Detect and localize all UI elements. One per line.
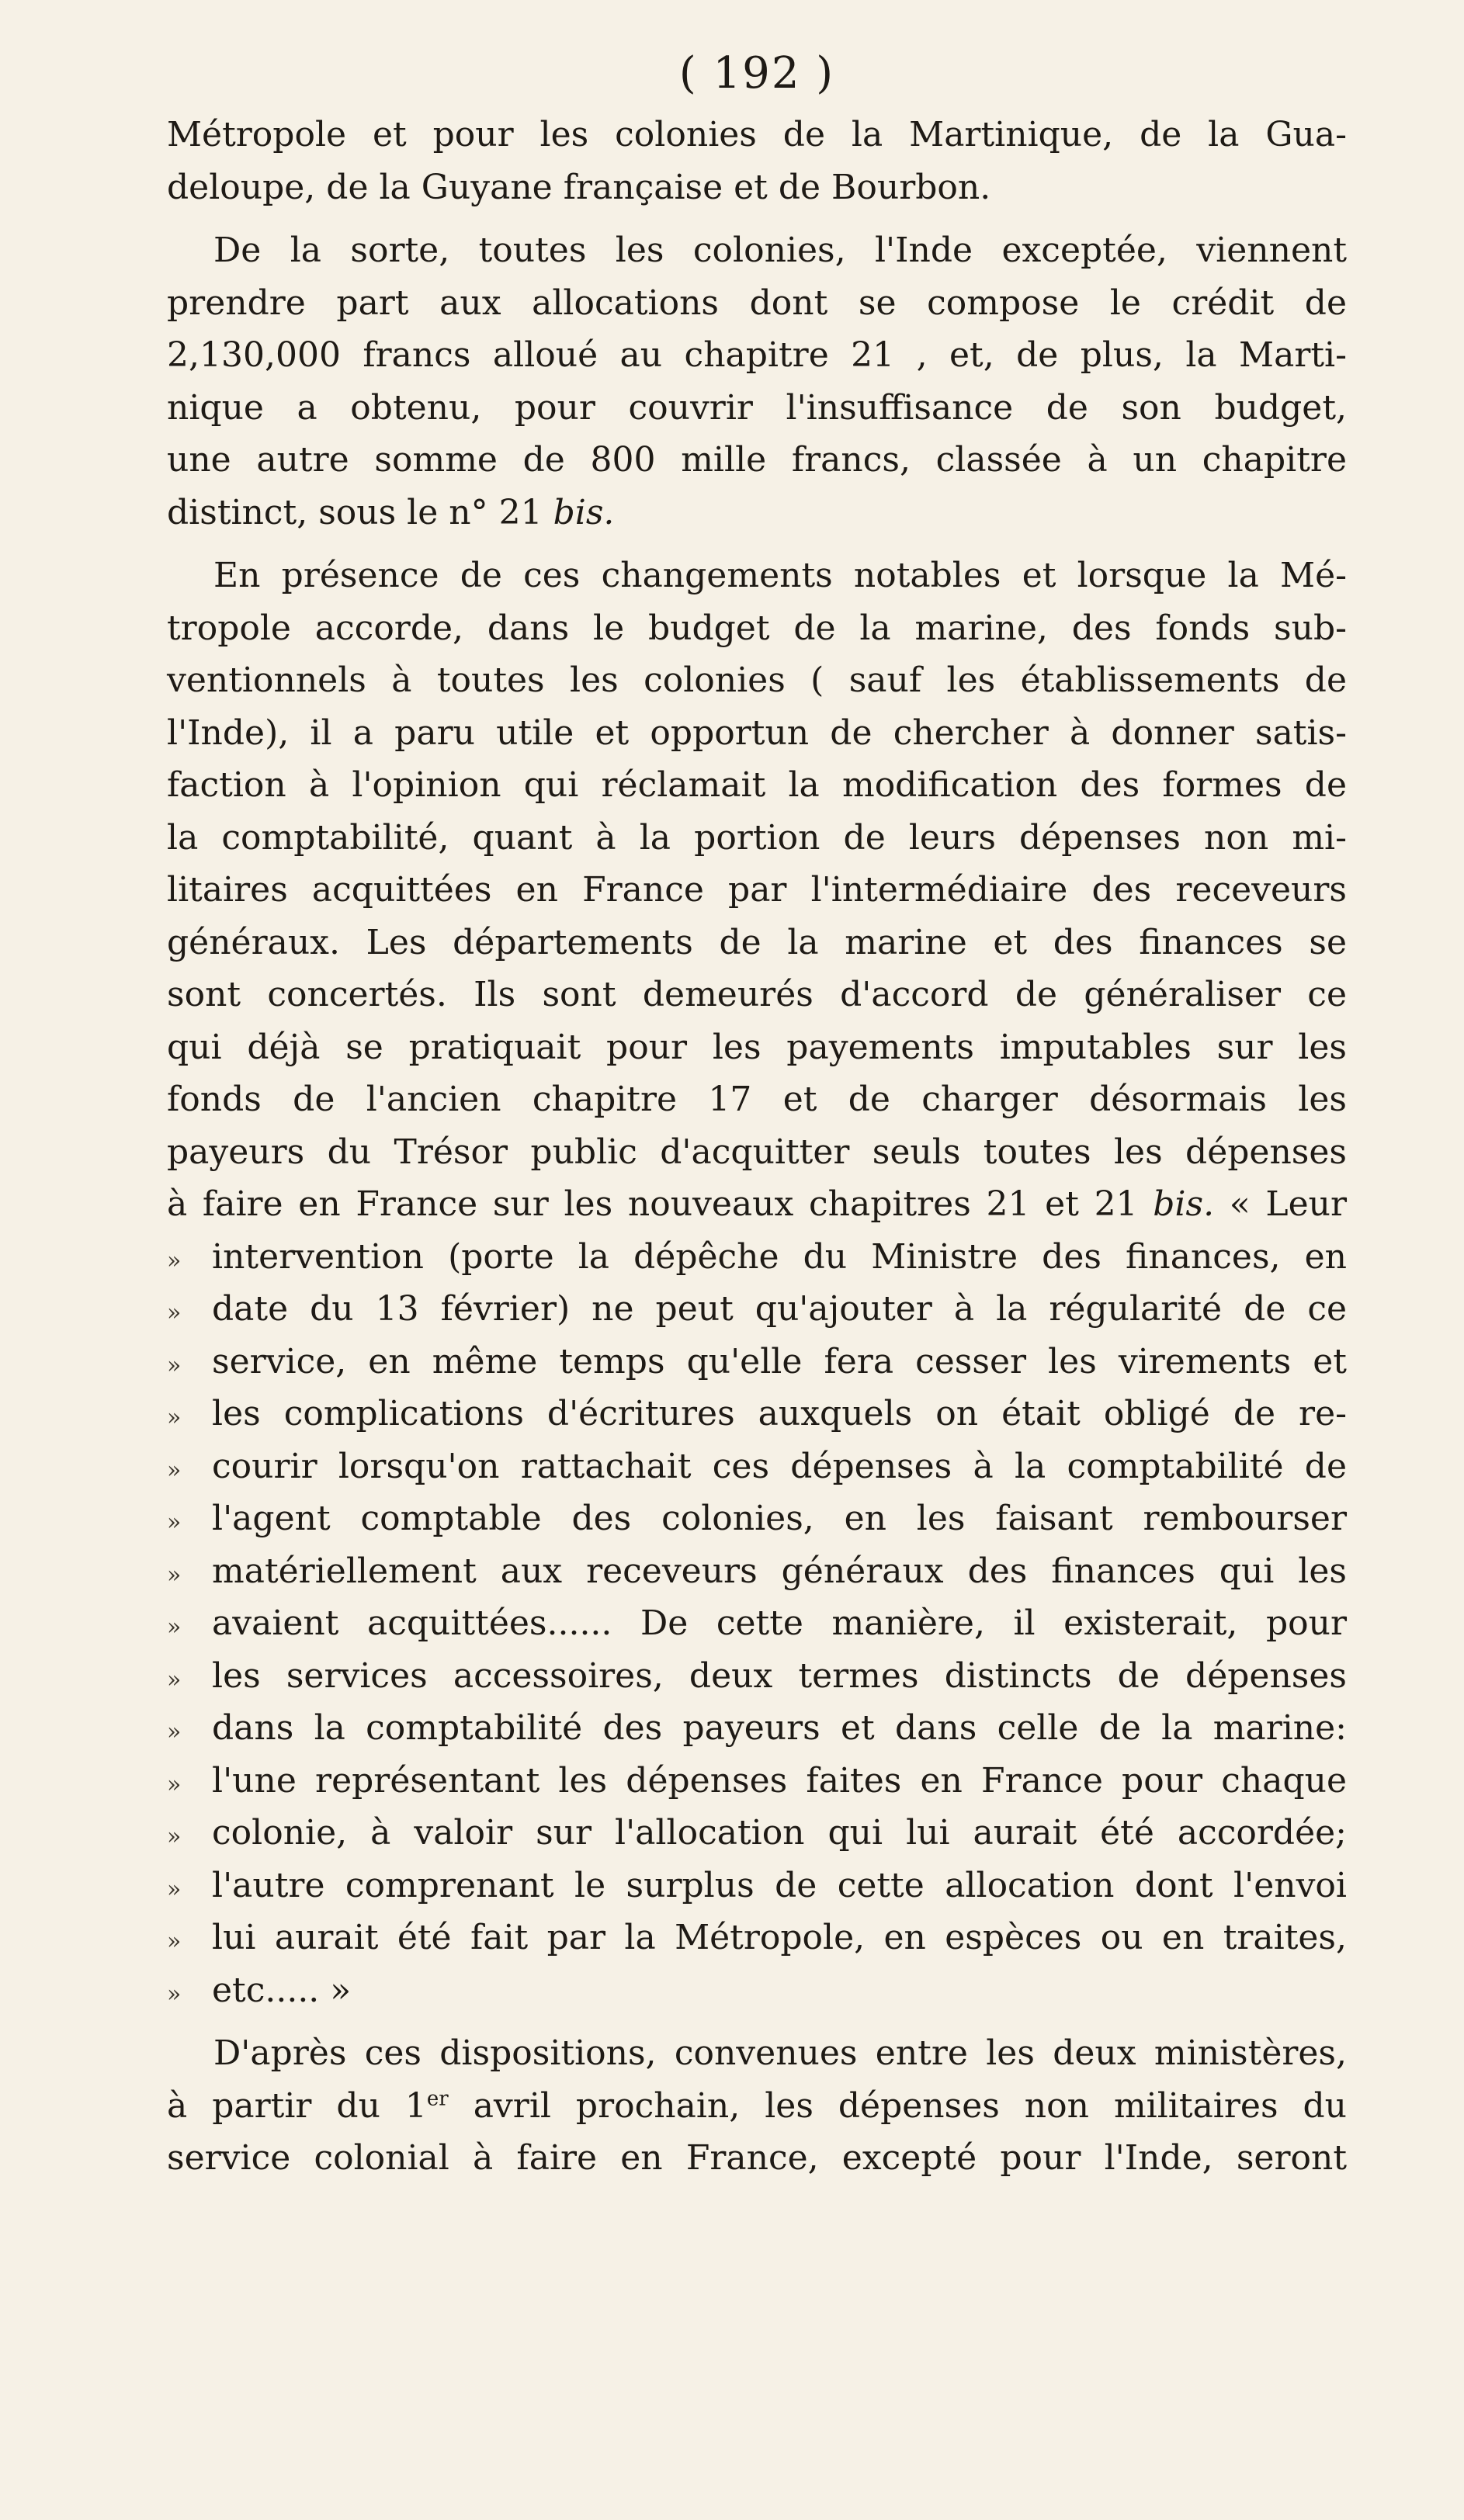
quote-text: avaient acquittées...... De cette manière, il existerait, pour: [212, 1603, 1347, 1643]
quote-mark: »: [167, 1928, 182, 1955]
quote-line: [167, 1964, 1347, 2017]
quote-mark: »: [167, 1351, 182, 1379]
text-line: service colonial à faire en France, excepté pour l'Inde, seront: [167, 2138, 1347, 2178]
text-line: [167, 487, 1347, 539]
text-line: ventionnels à toutes les colonies ( sauf les établissements de: [167, 660, 1347, 700]
text-line: prendre part aux allocations dont se compose le crédit de: [167, 283, 1347, 323]
quote-text: intervention (porte la dépêche du Ministre des finances, en: [212, 1236, 1347, 1277]
quote-text: etc..... »: [212, 1970, 352, 2010]
text-line: litaires acquittées en France par l'intermédiaire des receveurs: [167, 870, 1347, 910]
text-line: 2,130,000 francs alloué au chapitre 21 , et, de plus, la Marti-: [167, 335, 1347, 375]
quote-mark: »: [167, 1718, 182, 1745]
quote-text: l'autre comprenant le surplus de cette allocation dont l'envoi: [212, 1865, 1347, 1905]
quote-mark: »: [167, 1299, 182, 1326]
quote-text: l'agent comptable des colonies, en les faisant rembourser: [212, 1499, 1347, 1538]
quote-line: [167, 1231, 1347, 1284]
text-line: [167, 1178, 1347, 1231]
quotation-block: [167, 1231, 1347, 2017]
quote-mark: »: [167, 1666, 182, 1693]
paragraph-4: [167, 2027, 1347, 2185]
text-line: l'Inde), il a paru utile et opportun de chercher à donner satis-: [167, 712, 1347, 753]
text-fragment: avril prochain, les dépenses non militaires du: [448, 2085, 1347, 2126]
text-fragment: « Leur: [1214, 1184, 1347, 1224]
quote-text: les complications d'écritures auxquels on était obligé de re-: [212, 1394, 1347, 1433]
quote-line: [167, 1545, 1347, 1598]
document-page: [167, 47, 1347, 2185]
paragraph-2: [167, 224, 1347, 539]
text-line: qui déjà se pratiquait pour les payements imputables sur les: [167, 1027, 1347, 1067]
quote-line: [167, 1492, 1347, 1545]
quote-mark: »: [167, 1246, 182, 1274]
quote-line: [167, 1388, 1347, 1440]
text-line: la comptabilité, quant à la portion de leurs dépenses non mi-: [167, 817, 1347, 858]
text-line: deloupe, de la Guyane française et de Bourbon.: [167, 167, 991, 207]
italic-fragment: bis.: [553, 492, 615, 532]
quote-line: [167, 1650, 1347, 1703]
quote-line: [167, 1755, 1347, 1808]
quote-line: [167, 1336, 1347, 1388]
text-line: fonds de l'ancien chapitre 17 et de charger désormais les: [167, 1080, 1347, 1119]
text-line: sont concertés. Ils sont demeurés d'accord de généraliser ce: [167, 975, 1347, 1014]
quote-mark: »: [167, 1614, 182, 1641]
quote-mark: »: [167, 1561, 182, 1589]
quote-mark: »: [167, 1456, 182, 1484]
text-line: payeurs du Trésor public d'acquitter seuls toutes les dépenses: [167, 1132, 1347, 1172]
text-line: faction à l'opinion qui réclamait la modification des formes de: [167, 765, 1347, 805]
text-line: Métropole et pour les colonies de la Martinique, de la Gua-: [167, 115, 1347, 154]
quote-text: service, en même temps qu'elle fera cesser les virements et: [212, 1341, 1347, 1381]
quote-mark: »: [167, 1404, 182, 1431]
text-line: De la sorte, toutes les colonies, l'Inde exceptée, viennent: [213, 231, 1347, 270]
quote-line: [167, 1702, 1347, 1755]
quote-mark: »: [167, 1509, 182, 1536]
quote-text: colonie, à valoir sur l'allocation qui lui aurait été accordée;: [212, 1813, 1347, 1853]
quote-line: [167, 1912, 1347, 1964]
quote-mark: »: [167, 1823, 182, 1850]
quote-text: courir lorsqu'on rattachait ces dépenses à la comptabilité de: [212, 1446, 1347, 1486]
text-line: nique a obtenu, pour couvrir l'insuffisance de son budget,: [167, 387, 1347, 428]
quote-text: les services accessoires, deux termes distincts de dépenses: [212, 1655, 1347, 1696]
quote-mark: »: [167, 1875, 182, 1903]
quote-text: matériellement aux receveurs généraux des finances qui les: [212, 1551, 1347, 1591]
quote-line: [167, 1597, 1347, 1650]
italic-fragment: bis.: [1153, 1184, 1215, 1224]
quote-line: [167, 1860, 1347, 1912]
text-fragment: à partir du 1: [167, 2085, 427, 2126]
text-line: [167, 2080, 1347, 2133]
quote-text: dans la comptabilité des payeurs et dans celle de la marine:: [212, 1708, 1347, 1748]
quote-text: date du 13 février) ne peut qu'ajouter à la régularité de ce: [212, 1289, 1347, 1329]
superscript: er: [426, 2086, 449, 2110]
quote-text: lui aurait été fait par la Métropole, en espèces ou en traites,: [212, 1918, 1347, 1957]
text-line: D'après ces dispositions, convenues entre les deux ministères,: [213, 2033, 1347, 2073]
text-fragment: distinct, sous le n° 21: [167, 492, 553, 532]
text-fragment: à faire en France sur les nouveaux chapitres 21 et 21: [167, 1184, 1154, 1224]
paragraph-3: [167, 549, 1347, 1231]
quote-line: [167, 1440, 1347, 1493]
text-line: une autre somme de 800 mille francs, classée à un chapitre: [167, 440, 1347, 480]
paragraph-1: [167, 109, 1347, 213]
text-line: généraux. Les départements de la marine et des finances se: [167, 922, 1347, 962]
quote-line: [167, 1283, 1347, 1336]
text-line: tropole accorde, dans le budget de la marine, des fonds sub-: [167, 608, 1347, 648]
quote-text: l'une représentant les dépenses faites en France pour chaque: [212, 1760, 1347, 1801]
page-number: ( 192 ): [678, 48, 835, 99]
quote-mark: »: [167, 1980, 182, 2008]
quote-line: [167, 1807, 1347, 1860]
text-line: En présence de ces changements notables et lorsque la Mé-: [213, 556, 1347, 595]
quote-mark: »: [167, 1770, 182, 1798]
